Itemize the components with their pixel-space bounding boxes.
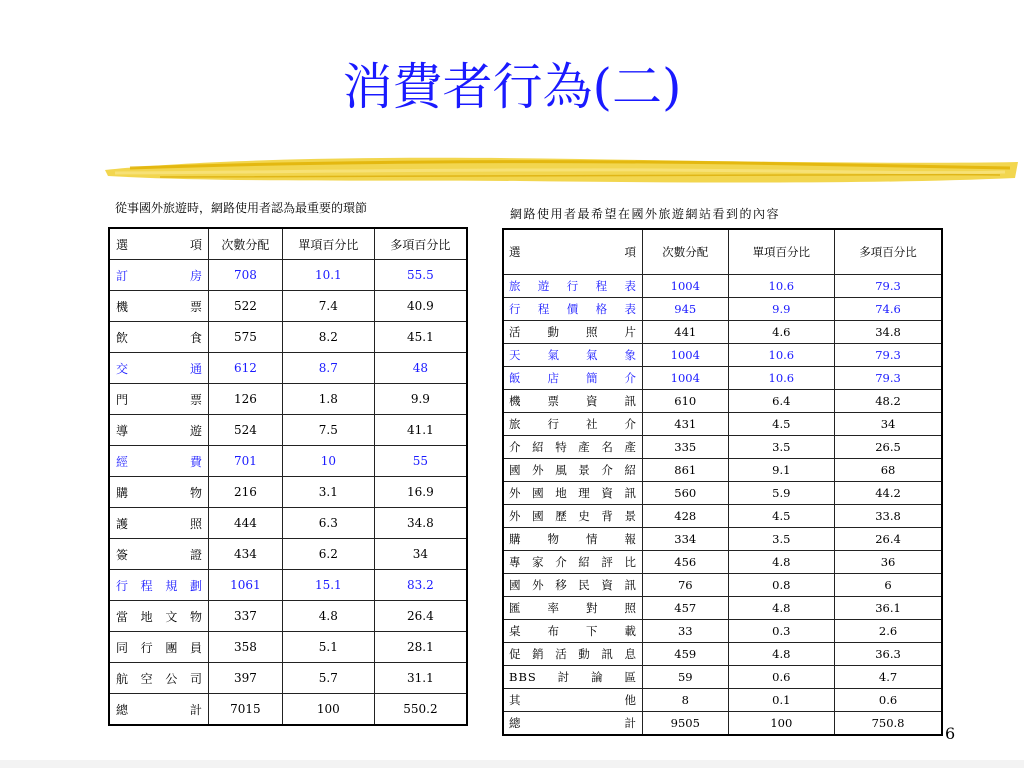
row-single-percent: 6.3 bbox=[282, 508, 374, 539]
row-count: 126 bbox=[209, 384, 283, 415]
row-count: 428 bbox=[643, 505, 729, 528]
table-row bbox=[109, 570, 467, 601]
row-count: 335 bbox=[643, 436, 729, 459]
table-row bbox=[109, 694, 467, 726]
page-number: 6 bbox=[945, 724, 956, 743]
row-count: 456 bbox=[643, 551, 729, 574]
row-multi-percent: 750.8 bbox=[835, 712, 942, 736]
desired-content-table bbox=[502, 228, 943, 736]
row-item: 經費 bbox=[109, 446, 209, 477]
row-single-percent: 15.1 bbox=[282, 570, 374, 601]
row-count: 945 bbox=[643, 298, 729, 321]
table-row bbox=[503, 528, 942, 551]
row-count: 7015 bbox=[209, 694, 283, 726]
row-count: 861 bbox=[643, 459, 729, 482]
table-row bbox=[109, 260, 467, 291]
table-row bbox=[503, 505, 942, 528]
row-item: 旅遊行程表 bbox=[503, 275, 643, 298]
row-item: 總計 bbox=[503, 712, 643, 736]
header-count: 次數分配 bbox=[643, 229, 729, 275]
row-multi-percent: 4.7 bbox=[835, 666, 942, 689]
row-item: 介紹特產名產 bbox=[503, 436, 643, 459]
row-single-percent: 10.6 bbox=[728, 344, 835, 367]
row-single-percent: 6.4 bbox=[728, 390, 835, 413]
row-count: 1061 bbox=[209, 570, 283, 601]
row-item: 當地文物 bbox=[109, 601, 209, 632]
row-single-percent: 10.6 bbox=[728, 275, 835, 298]
header-item: 選 項 bbox=[109, 228, 209, 260]
row-single-percent: 100 bbox=[282, 694, 374, 726]
row-single-percent: 4.8 bbox=[282, 601, 374, 632]
table-row bbox=[503, 689, 942, 712]
table-row bbox=[503, 321, 942, 344]
table-row bbox=[503, 666, 942, 689]
row-multi-percent: 2.6 bbox=[835, 620, 942, 643]
row-count: 334 bbox=[643, 528, 729, 551]
row-multi-percent: 48.2 bbox=[835, 390, 942, 413]
row-single-percent: 4.8 bbox=[728, 551, 835, 574]
important-factors-table bbox=[108, 227, 468, 726]
table-row bbox=[503, 482, 942, 505]
table-row bbox=[503, 643, 942, 666]
row-single-percent: 4.6 bbox=[728, 321, 835, 344]
row-count: 524 bbox=[209, 415, 283, 446]
row-single-percent: 9.1 bbox=[728, 459, 835, 482]
row-single-percent: 5.1 bbox=[282, 632, 374, 663]
row-item: 行程價格表 bbox=[503, 298, 643, 321]
row-count: 560 bbox=[643, 482, 729, 505]
row-count: 216 bbox=[209, 477, 283, 508]
row-multi-percent: 34.8 bbox=[835, 321, 942, 344]
row-single-percent: 8.7 bbox=[282, 353, 374, 384]
row-item: 專家介紹評比 bbox=[503, 551, 643, 574]
row-count: 444 bbox=[209, 508, 283, 539]
row-single-percent: 4.5 bbox=[728, 413, 835, 436]
row-multi-percent: 79.3 bbox=[835, 275, 942, 298]
row-item: 外國地理資訊 bbox=[503, 482, 643, 505]
header-multi-percent: 多項百分比 bbox=[835, 229, 942, 275]
row-multi-percent: 36.3 bbox=[835, 643, 942, 666]
table-row bbox=[109, 353, 467, 384]
row-single-percent: 7.4 bbox=[282, 291, 374, 322]
table1-caption: 從事國外旅遊時，網路使用者認為最重要的環節 bbox=[115, 201, 368, 215]
row-item: 簽證 bbox=[109, 539, 209, 570]
row-count: 441 bbox=[643, 321, 729, 344]
row-single-percent: 5.7 bbox=[282, 663, 374, 694]
row-item: 購物 bbox=[109, 477, 209, 508]
row-single-percent: 4.5 bbox=[728, 505, 835, 528]
table-row bbox=[503, 620, 942, 643]
row-item: 購物情報 bbox=[503, 528, 643, 551]
row-single-percent: 0.1 bbox=[728, 689, 835, 712]
row-count: 76 bbox=[643, 574, 729, 597]
row-count: 575 bbox=[209, 322, 283, 353]
row-multi-percent: 9.9 bbox=[374, 384, 467, 415]
row-single-percent: 7.5 bbox=[282, 415, 374, 446]
row-item: 導遊 bbox=[109, 415, 209, 446]
table2-caption: 網路使用者最希望在國外旅遊網站看到的內容 bbox=[510, 207, 781, 221]
row-multi-percent: 45.1 bbox=[374, 322, 467, 353]
brush-stroke-divider bbox=[100, 150, 1024, 190]
row-multi-percent: 26.4 bbox=[835, 528, 942, 551]
row-count: 337 bbox=[209, 601, 283, 632]
row-multi-percent: 34.8 bbox=[374, 508, 467, 539]
row-item: 國外風景介紹 bbox=[503, 459, 643, 482]
row-item: 活動照片 bbox=[503, 321, 643, 344]
bottom-bar bbox=[0, 760, 1024, 768]
row-multi-percent: 33.8 bbox=[835, 505, 942, 528]
row-multi-percent: 6 bbox=[835, 574, 942, 597]
row-multi-percent: 48 bbox=[374, 353, 467, 384]
table-row bbox=[109, 477, 467, 508]
row-multi-percent: 41.1 bbox=[374, 415, 467, 446]
row-item: 機票 bbox=[109, 291, 209, 322]
row-item: 飲食 bbox=[109, 322, 209, 353]
row-count: 33 bbox=[643, 620, 729, 643]
row-multi-percent: 55.5 bbox=[374, 260, 467, 291]
row-multi-percent: 79.3 bbox=[835, 344, 942, 367]
table-row bbox=[109, 322, 467, 353]
table-row bbox=[109, 446, 467, 477]
header-item: 選 項 bbox=[503, 229, 643, 275]
header-single-percent: 單項百分比 bbox=[282, 228, 374, 260]
row-item: 護照 bbox=[109, 508, 209, 539]
row-multi-percent: 36.1 bbox=[835, 597, 942, 620]
row-single-percent: 8.2 bbox=[282, 322, 374, 353]
table-header-row bbox=[109, 228, 467, 260]
row-single-percent: 4.8 bbox=[728, 643, 835, 666]
header-single-percent: 單項百分比 bbox=[728, 229, 835, 275]
row-item: 促銷活動訊息 bbox=[503, 643, 643, 666]
row-item: 國外移民資訊 bbox=[503, 574, 643, 597]
row-count: 1004 bbox=[643, 367, 729, 390]
row-multi-percent: 34 bbox=[374, 539, 467, 570]
table-header-row bbox=[503, 229, 942, 275]
row-multi-percent: 26.5 bbox=[835, 436, 942, 459]
slide-title: 消費者行為(二) bbox=[342, 58, 682, 116]
row-multi-percent: 0.6 bbox=[835, 689, 942, 712]
row-single-percent: 4.8 bbox=[728, 597, 835, 620]
table-row bbox=[503, 574, 942, 597]
table-row bbox=[503, 551, 942, 574]
row-count: 610 bbox=[643, 390, 729, 413]
row-single-percent: 9.9 bbox=[728, 298, 835, 321]
row-count: 459 bbox=[643, 643, 729, 666]
row-multi-percent: 34 bbox=[835, 413, 942, 436]
row-single-percent: 10.6 bbox=[728, 367, 835, 390]
table-row bbox=[503, 367, 942, 390]
row-multi-percent: 36 bbox=[835, 551, 942, 574]
row-multi-percent: 16.9 bbox=[374, 477, 467, 508]
table-row bbox=[503, 344, 942, 367]
row-multi-percent: 26.4 bbox=[374, 601, 467, 632]
table-row bbox=[109, 384, 467, 415]
row-multi-percent: 31.1 bbox=[374, 663, 467, 694]
row-item: 訂房 bbox=[109, 260, 209, 291]
table-row bbox=[503, 459, 942, 482]
table-row bbox=[109, 601, 467, 632]
row-item: 外國歷史背景 bbox=[503, 505, 643, 528]
row-item: 匯率對照 bbox=[503, 597, 643, 620]
row-count: 457 bbox=[643, 597, 729, 620]
row-single-percent: 5.9 bbox=[728, 482, 835, 505]
row-count: 522 bbox=[209, 291, 283, 322]
row-item: 門票 bbox=[109, 384, 209, 415]
row-item: 機票資訊 bbox=[503, 390, 643, 413]
table-row bbox=[109, 632, 467, 663]
row-multi-percent: 83.2 bbox=[374, 570, 467, 601]
header-count: 次數分配 bbox=[209, 228, 283, 260]
row-single-percent: 3.5 bbox=[728, 528, 835, 551]
table-row bbox=[109, 291, 467, 322]
row-single-percent: 10 bbox=[282, 446, 374, 477]
table-row bbox=[503, 597, 942, 620]
row-item: 旅行社介 bbox=[503, 413, 643, 436]
row-single-percent: 0.8 bbox=[728, 574, 835, 597]
row-multi-percent: 40.9 bbox=[374, 291, 467, 322]
row-item: 天氣氣象 bbox=[503, 344, 643, 367]
row-single-percent: 0.3 bbox=[728, 620, 835, 643]
row-count: 358 bbox=[209, 632, 283, 663]
row-multi-percent: 68 bbox=[835, 459, 942, 482]
table-row bbox=[503, 413, 942, 436]
row-multi-percent: 550.2 bbox=[374, 694, 467, 726]
row-count: 9505 bbox=[643, 712, 729, 736]
row-count: 708 bbox=[209, 260, 283, 291]
row-count: 431 bbox=[643, 413, 729, 436]
row-single-percent: 100 bbox=[728, 712, 835, 736]
row-item: 總計 bbox=[109, 694, 209, 726]
row-count: 1004 bbox=[643, 275, 729, 298]
table-row bbox=[503, 298, 942, 321]
row-item: 行程規劃 bbox=[109, 570, 209, 601]
row-count: 434 bbox=[209, 539, 283, 570]
row-count: 8 bbox=[643, 689, 729, 712]
row-single-percent: 3.1 bbox=[282, 477, 374, 508]
row-single-percent: 3.5 bbox=[728, 436, 835, 459]
table-row bbox=[109, 539, 467, 570]
table-row bbox=[109, 415, 467, 446]
row-count: 397 bbox=[209, 663, 283, 694]
header-multi-percent: 多項百分比 bbox=[374, 228, 467, 260]
table-row bbox=[503, 275, 942, 298]
row-item: 交通 bbox=[109, 353, 209, 384]
row-count: 701 bbox=[209, 446, 283, 477]
row-count: 1004 bbox=[643, 344, 729, 367]
row-item: 飯店簡介 bbox=[503, 367, 643, 390]
row-item: BBS討論區 bbox=[503, 666, 643, 689]
row-single-percent: 6.2 bbox=[282, 539, 374, 570]
row-item: 航空公司 bbox=[109, 663, 209, 694]
row-count: 612 bbox=[209, 353, 283, 384]
row-multi-percent: 44.2 bbox=[835, 482, 942, 505]
row-item: 桌布下載 bbox=[503, 620, 643, 643]
table-row bbox=[109, 663, 467, 694]
row-single-percent: 10.1 bbox=[282, 260, 374, 291]
row-count: 59 bbox=[643, 666, 729, 689]
table-row bbox=[503, 436, 942, 459]
row-item: 同行團員 bbox=[109, 632, 209, 663]
table-row bbox=[503, 390, 942, 413]
table-row bbox=[503, 712, 942, 736]
row-single-percent: 0.6 bbox=[728, 666, 835, 689]
row-item: 其他 bbox=[503, 689, 643, 712]
row-multi-percent: 79.3 bbox=[835, 367, 942, 390]
table-row bbox=[109, 508, 467, 539]
row-multi-percent: 28.1 bbox=[374, 632, 467, 663]
row-multi-percent: 74.6 bbox=[835, 298, 942, 321]
row-multi-percent: 55 bbox=[374, 446, 467, 477]
row-single-percent: 1.8 bbox=[282, 384, 374, 415]
